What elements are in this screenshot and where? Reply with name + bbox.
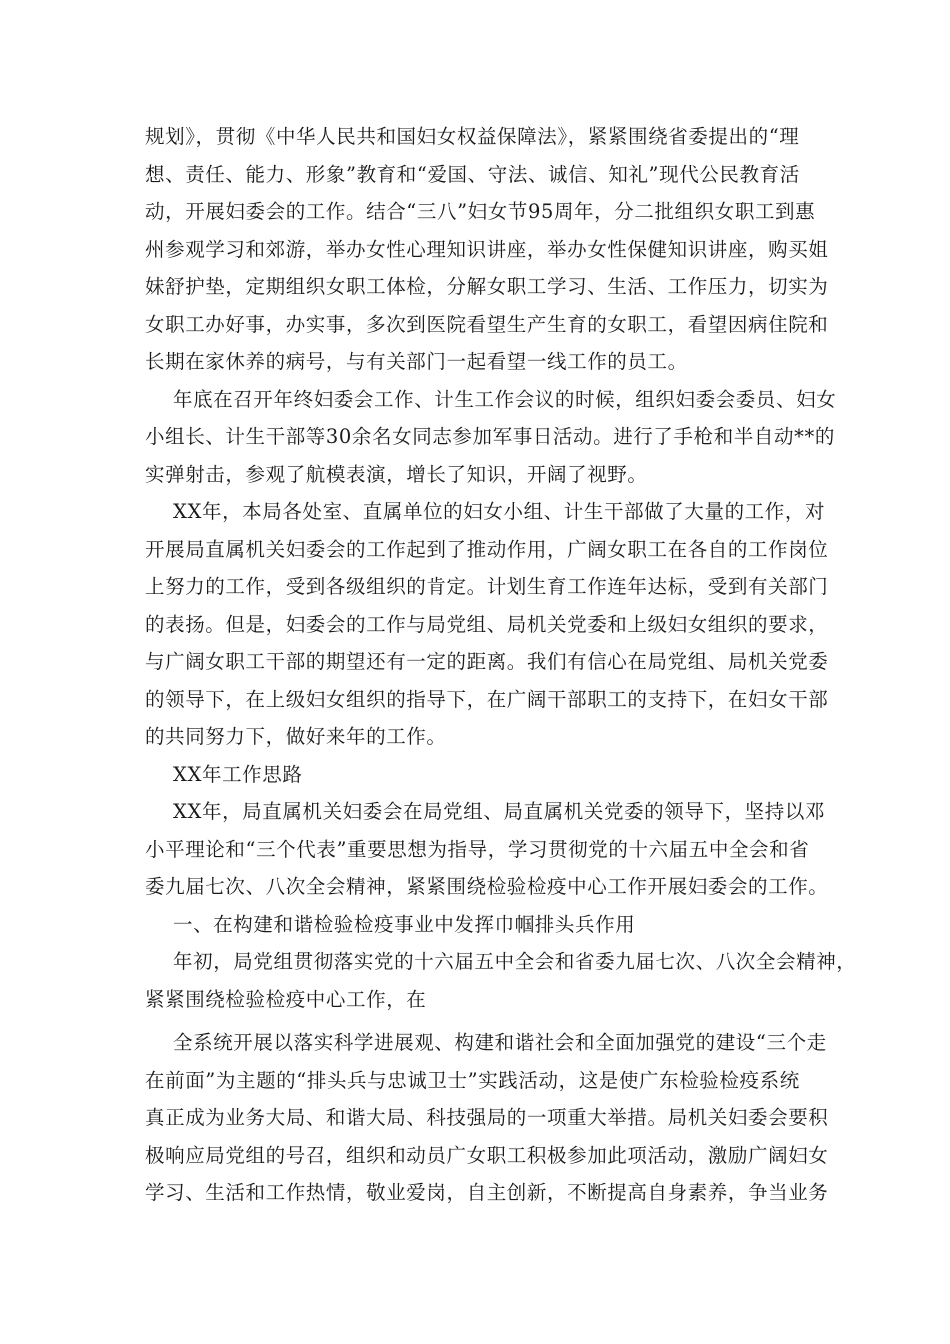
text-line: 长期在家休养的病号，与有关部门一起看望一线工作的员工。 <box>145 350 688 373</box>
paragraph <box>145 381 837 494</box>
text-line: 妹舒护垫，定期组织女职工体检，分解女职工学习、生活、工作压力，切实为 <box>145 275 829 298</box>
text-line: 学习、生活和工作热情，敬业爱岗，自主创新，不断提高自身素养，争当业务 <box>145 1181 829 1204</box>
paragraph <box>145 118 829 381</box>
document-body <box>145 118 857 1212</box>
heading-line: 一、在构建和谐检验检疫事业中发挥巾帼排头兵作用 <box>173 912 636 936</box>
text-line: 州参观学习和郊游，举办女性心理知识讲座，举办女性保健知识讲座，购买姐 <box>145 237 829 261</box>
text-line: 女职工办好事，办实事，多次到医院看望生产生育的女职工，看望因病住院和 <box>145 312 829 336</box>
text-line: 的领导下，在上级妇女组织的指导下，在广阔干部职工的支持下，在妇女干部 <box>145 687 829 711</box>
text-line: 小平理论和“三个代表”重要思想为指导，学习贯彻党的十六届五中全会和省 <box>145 837 810 861</box>
text-line: 的共同努力下，做好来年的工作。 <box>145 725 447 748</box>
section-heading <box>145 756 825 794</box>
paragraph <box>145 493 829 756</box>
paragraph <box>145 943 857 1018</box>
paragraph <box>145 793 829 906</box>
text-line: 的表扬。但是，妇委会的工作与局党组、局机关党委和上级妇女组织的要求， <box>145 612 829 636</box>
text-line: 年初，局党组贯彻落实党的十六届五中全会和省委九届七次、八次全会精神， <box>173 950 857 973</box>
text-line: 规划》，贯彻《中华人民共和国妇女权益保障法》，紧紧围绕省委提出的“理 <box>145 125 800 148</box>
text-line: 小组长、计生干部等30余名女同志参加军事日活动。进行了手枪和半自动**的 <box>145 425 835 448</box>
text-line: XX年，局直属机关妇委会在局党组、局直属机关党委的领导下，坚持以邓 <box>173 800 826 823</box>
text-line: 紧紧围绕检验检疫中心工作，在 <box>145 987 427 1011</box>
subsection-heading <box>145 906 825 944</box>
text-line: 在前面”为主题的“排头兵与忠诚卫士”实践活动，这是使广东检验检疫系统 <box>145 1068 800 1092</box>
heading-line: XX年工作思路 <box>173 762 303 786</box>
text-line: 真正成为业务大局、和谐大局、科技强局的一项重大举措。局机关妇委会要积 <box>145 1106 829 1129</box>
text-line: 与广阔女职工干部的期望还有一定的距离。我们有信心在局党组、局机关党委 <box>145 650 829 673</box>
text-line: 想、责任、能力、形象”教育和“爱国、守法、诚信、知礼”现代公民教育活 <box>145 162 800 186</box>
text-line: 委九届七次、八次全会精神，紧紧围绕检验检疫中心工作开展妇委会的工作。 <box>145 875 829 898</box>
text-line: 实弹射击，参观了航模表演，增长了知识，开阔了视野。 <box>145 462 648 486</box>
text-line: 全系统开展以落实科学进展观、构建和谐社会和全面加强党的建设“三个走 <box>173 1031 827 1054</box>
text-line: XX年，本局各处室、直属单位的妇女小组、计生干部做了大量的工作，对 <box>173 500 826 523</box>
text-line: 年底在召开年终妇委会工作、计生工作会议的时候，组织妇委会委员、妇女 <box>173 387 837 411</box>
text-line: 动，开展妇委会的工作。结合“三八”妇女节95周年，分二批组织女职工到惠 <box>145 200 816 223</box>
text-line: 上努力的工作，受到各级组织的肯定。计划生育工作连年达标，受到有关部门 <box>145 575 829 598</box>
text-line: 极响应局党组的号召，组织和动员广女职工积极参加此项活动，激励广阔妇女 <box>145 1143 829 1167</box>
paragraph <box>145 1024 829 1212</box>
text-line: 开展局直属机关妇委会的工作起到了推动作用，广阔女职工在各自的工作岗位 <box>145 537 829 561</box>
